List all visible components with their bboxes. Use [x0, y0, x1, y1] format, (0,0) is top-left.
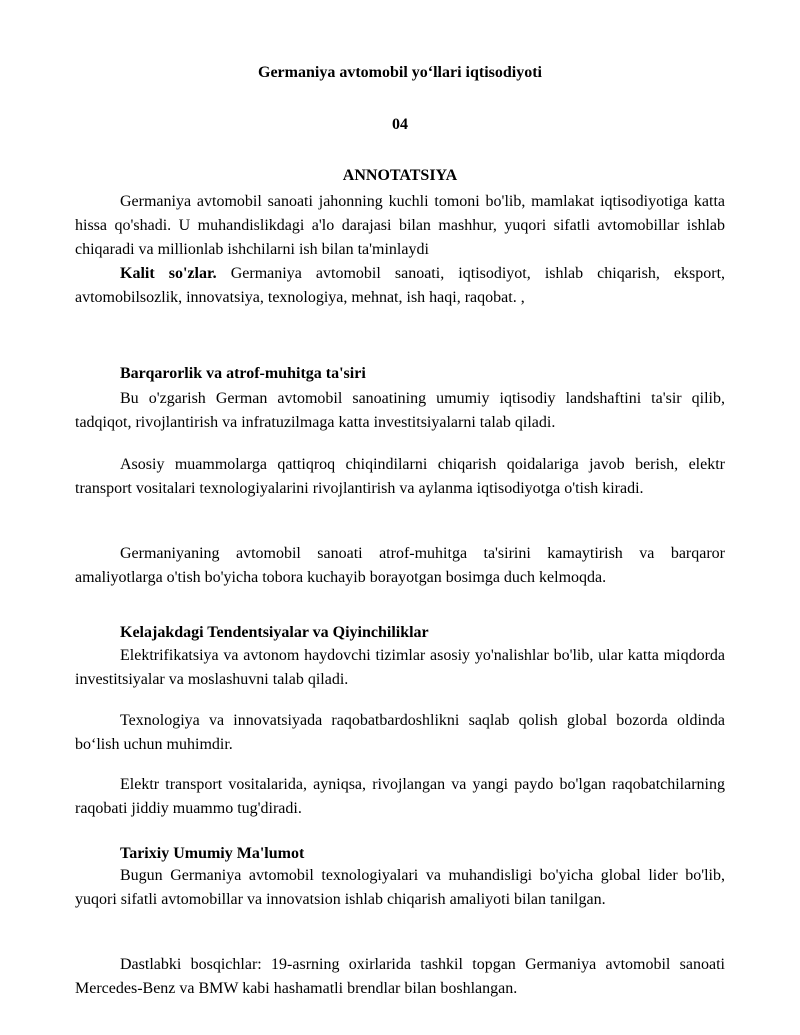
section-paragraph: Germaniyaning avtomobil sanoati atrof-muhitga ta'sirini kamaytirish va barqaror amaliyotlarga o'tish bo'yicha tobora kuchayib borayotgan bosimga duch kelmoqda. [75, 545, 725, 586]
section-paragraph: Elektr transport vositalarida, ayniqsa, rivojlangan va yangi paydo bo'lgan raqobatchilarning raqobati jiddiy muammo tug'diradi. [75, 776, 725, 817]
section-heading-history: Tarixiy Umumiy Ma'lumot [120, 845, 305, 862]
keywords-text: Germaniya avtomobil sanoati, iqtisodiyot, ishlab chiqarish, eksport, avtomobilsozlik, innovatsiya, texnologiya, mehnat, ish haqi, raqobat. , [75, 265, 726, 306]
section-heading-sustainability: Barqarorlik va atrof-muhitga ta'siri [120, 365, 366, 382]
keywords-label: Kalit so'zlar. [120, 265, 217, 282]
section-paragraph: Elektrifikatsiya va avtonom haydovchi tizimlar asosiy yo'nalishlar bo'lib, ular katta miqdorda investitsiyalar va moslashuvni talab qiladi. [75, 647, 725, 688]
section-paragraph: Dastlabki bosqichlar: 19-asrning oxirlarida tashkil topgan Germaniya avtomobil sanoati Mercedes-Benz va BMW kabi hashamatli brendlar bilan boshlangan. [75, 956, 725, 997]
document-title: Germaniya avtomobil yo‘llari iqtisodiyoti [258, 64, 542, 81]
annotation-heading: ANNOTATSIYA [342, 167, 458, 184]
section-paragraph: Bugun Germaniya avtomobil texnologiyalari va muhandisligi bo'yicha global lider bo'lib, yuqori sifatli avtomobillar va innovatsion ishlab chiqarish amaliyoti bilan tanilgan. [75, 867, 725, 908]
document-number: 04 [392, 116, 408, 133]
section-paragraph: Asosiy muammolarga qattiqroq chiqindilarni chiqarish qoidalariga javob berish, elektr transport vositalari texnologiyalarini rivojlantirish va aylanma iqtisodiyotga o'tish kiradi. [75, 456, 725, 497]
keywords-paragraph [75, 262, 725, 310]
section-heading-future-trends: Kelajakdagi Tendentsiyalar va Qiyinchiliklar [120, 624, 429, 641]
section-paragraph: Texnologiya va innovatsiyada raqobatbardoshlikni saqlab qolish global bozorda oldinda bo‘lish uchun muhimdir. [75, 712, 725, 753]
section-paragraph: Bu o'zgarish German avtomobil sanoatining umumiy iqtisodiy landshaftini ta'sir qilib, tadqiqot, rivojlantirish va infratuzilmaga katta investitsiyalarni talab qiladi. [75, 390, 725, 431]
annotation-paragraph: Germaniya avtomobil sanoati jahonning kuchli tomoni bo'lib, mamlakat iqtisodiyotiga katta hissa qo'shadi. U muhandislikdagi a'lo darajasi bilan mashhur, yuqori sifatli avtomobillar ishlab chiqaradi va millionlab ishchilarni ish bilan ta'minlaydi [75, 193, 725, 258]
